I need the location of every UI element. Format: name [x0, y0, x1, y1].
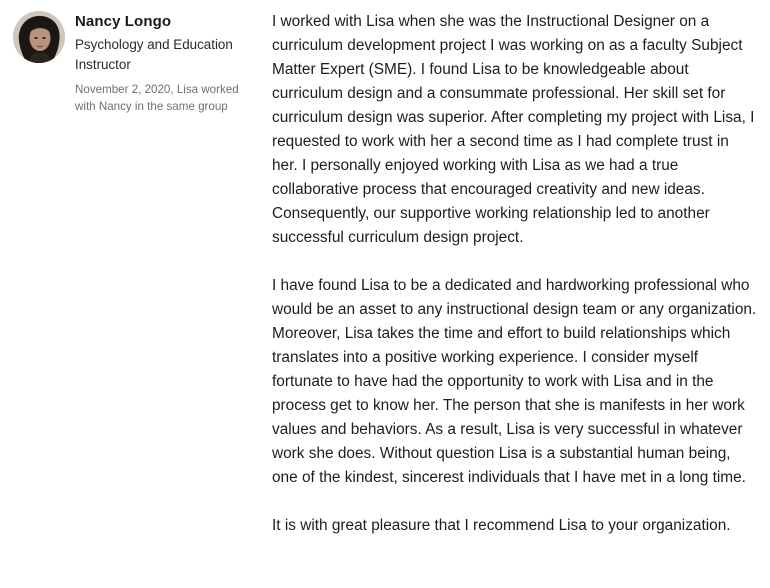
profile-photo-icon: [13, 11, 65, 63]
recommendation-paragraph: I have found Lisa to be a dedicated and hardworking professional who would be an asset to any instructional design team or any organization. Moreover, Lisa takes the time and effort to build relationships which translates into a positive working experience. I consider myself fortunate to have had the opportunity to work with Lisa and in the process get to know her. The person that she is manifests in her work values and behaviors. As a result, Lisa is very successful in whatever work she does. Without question Lisa is a substantial human being, one of the kindest, sincerest individuals that I have met in a long time.: [272, 277, 757, 486]
recommender-info: [75, 12, 255, 115]
recommendation-paragraph: I worked with Lisa when she was the Instructional Designer on a curriculum development project I was working on as a faculty Subject Matter Expert (SME). I found Lisa to be knowledgeable about curriculum design and a consummate professional. Her skill set for curriculum design was superior. After completing my project with Lisa, I requested to work with her a second time as I had complete trust in her. I personally enjoyed working with Lisa as we had a true collaborative process that encouraged creativity and new ideas. Consequently, our supportive working relationship led to another successful curriculum design project.: [272, 13, 755, 246]
avatar[interactable]: [13, 11, 65, 63]
recommendation-text: [272, 10, 757, 538]
recommender-headline: Psychology and Education Instructor: [75, 37, 233, 72]
recommendation-date-relation: November 2, 2020, Lisa worked with Nancy in the same group: [75, 83, 239, 113]
recommender-name[interactable]: Nancy Longo: [75, 13, 172, 30]
recommendation-paragraph: It is with great pleasure that I recommend Lisa to your organization.: [272, 517, 731, 534]
